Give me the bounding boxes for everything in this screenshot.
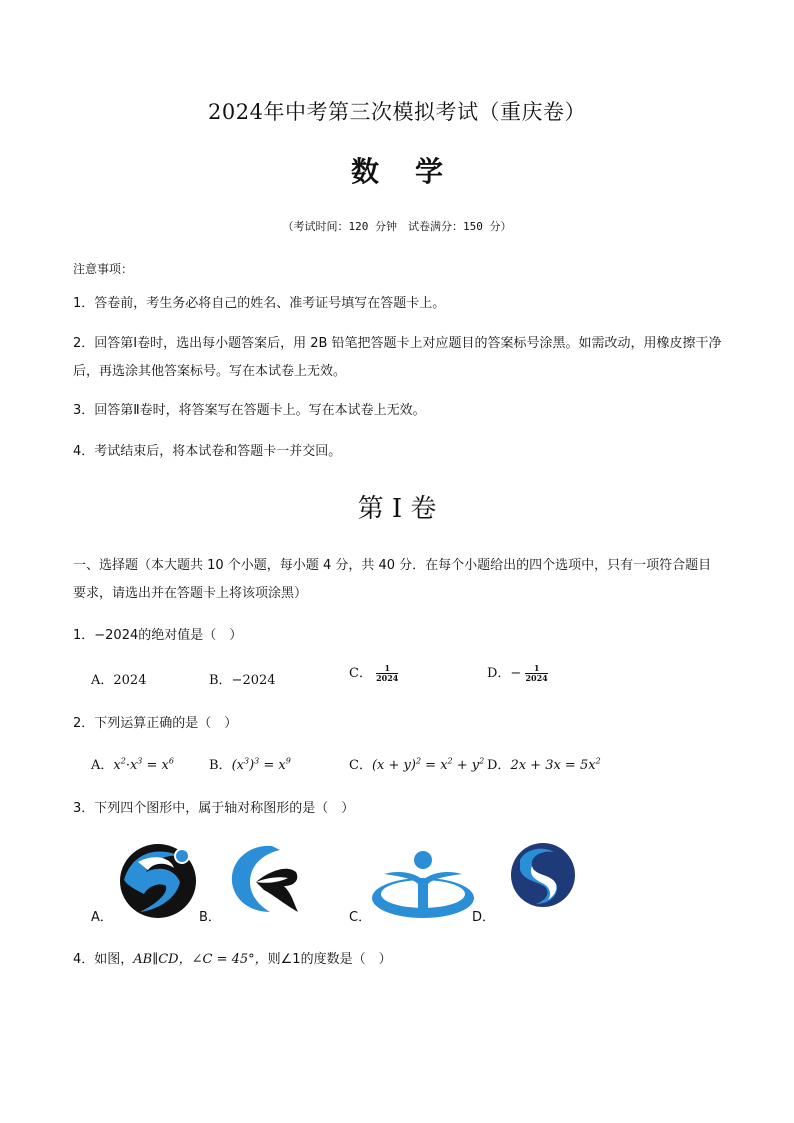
note-item: 2．回答第Ⅰ卷时，选出每小题答案后，用 2B 铅笔把答题卡上对应题目的答案标号涂黑。如需改动，用橡皮擦干净后，再选涂其他答案标号。写在本试卷上无效。 [73, 336, 722, 379]
q1-option-a: A．2024 [91, 673, 147, 688]
q3-option-b-label: B． [199, 910, 221, 925]
q3-option-c-label: C． [349, 910, 372, 925]
fraction-numerator: 1 [525, 664, 547, 674]
q1-option-c-fraction [376, 664, 398, 683]
notes-heading: 注意事项： [73, 262, 134, 276]
q3-figure-c [370, 850, 476, 922]
q3-figure-a [118, 842, 198, 920]
q2-option-a-prefix: A． [91, 758, 114, 773]
note-item: 1．答卷前，考生务必将自己的姓名、准考证号填写在答题卡上。 [73, 296, 446, 311]
q3-figure-d [510, 842, 576, 908]
exam-time-info: （考试时间：120 分钟 试卷满分：150 分） [282, 220, 512, 233]
q1-option-c-prefix: C． [349, 666, 372, 681]
q4-stem-suffix: 则∠1的度数是（ ） [267, 952, 392, 967]
q1-option-c [349, 662, 398, 683]
q2-option-c-prefix: C． [349, 758, 372, 773]
q2-option-b-prefix: B． [209, 758, 232, 773]
question-1-stem: 1．−2024的绝对值是（ ） [73, 628, 243, 643]
q2-option-b-formula: $(x^3)^3 = x^9$ [231, 756, 291, 773]
q3-option-a-label: A． [91, 910, 113, 925]
q2-option-c [349, 754, 484, 773]
q3-option-d-label: D． [472, 910, 496, 925]
subject-title: 数学 [350, 155, 479, 188]
q1-option-b: B．−2024 [209, 673, 276, 688]
q1-option-d-fraction [525, 664, 547, 683]
part-title: 第 I 卷 [357, 494, 437, 524]
q1-option-d-prefix: D．− [487, 666, 522, 681]
q3-figure-b [228, 842, 304, 916]
q2-option-a [91, 754, 174, 773]
fraction-denominator: 2024 [376, 673, 399, 683]
q2-option-c-formula: $(x + y)^2 = x^2 + y^2$ [371, 756, 485, 773]
q1-option-d [487, 662, 548, 683]
q2-option-d-prefix: D． [487, 758, 511, 773]
q4-stem-math: AB∥CD，∠C = 45°， [133, 952, 268, 967]
note-item: 4．考试结束后，将本试卷和答题卡一并交回。 [73, 444, 342, 459]
question-3-stem: 3．下列四个图形中，属于轴对称图形的是（ ） [73, 801, 355, 816]
q2-option-b [209, 754, 291, 773]
q2-option-a-formula: $x^2\cdot x^3 = x^6$ [113, 756, 174, 773]
fraction-numerator: 1 [376, 664, 398, 674]
q2-option-d-formula: $2x + 3x = 5x^2$ [510, 756, 601, 773]
fraction-denominator: 2024 [525, 673, 548, 683]
q2-option-d [487, 754, 601, 773]
question-4-stem [73, 948, 392, 967]
note-item: 3．回答第Ⅱ卷时，将答案写在答题卡上。写在本试卷上无效。 [73, 403, 426, 418]
section-intro: 一、选择题（本大题共 10 个小题，每小题 4 分，共 40 分．在每个小题给出的四个选项中，只有一项符合题目要求，请选出并在答题卡上将该项涂黑） [73, 558, 712, 601]
question-2-stem: 2．下列运算正确的是（ ） [73, 716, 238, 731]
exam-title: 2024年中考第三次模拟考试（重庆卷） [208, 100, 586, 124]
q4-stem-prefix: 4．如图， [73, 952, 134, 967]
